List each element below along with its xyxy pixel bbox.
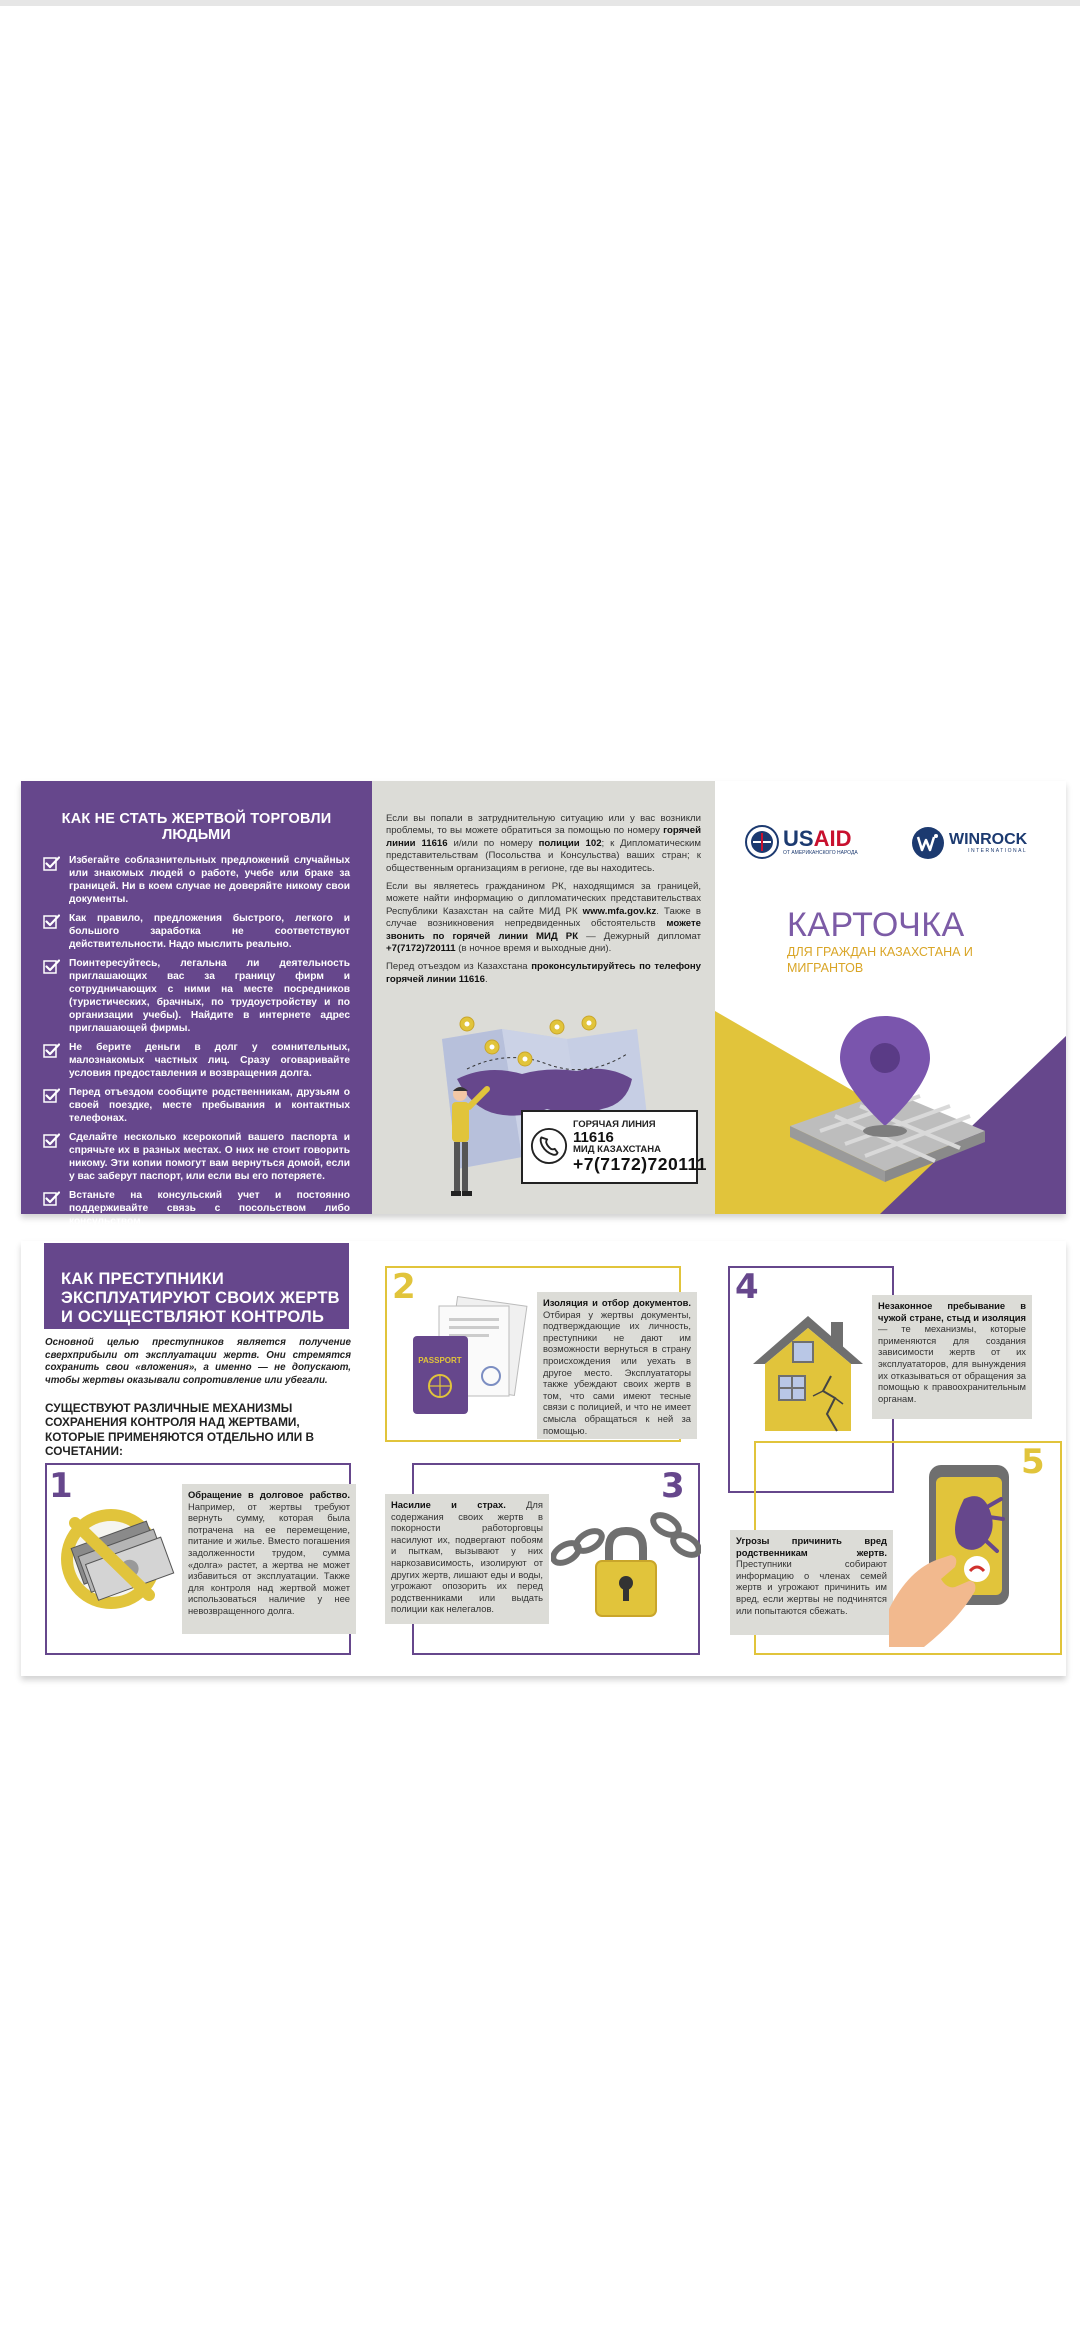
hotline-box <box>521 1110 708 1184</box>
tip-item <box>43 912 350 951</box>
brochure-inner-side <box>21 1241 1066 1676</box>
usaid-logo <box>745 825 858 859</box>
tip-text: Сделайте несколько ксерокопий вашего паспорта и спрячьте их в разных местах. О них не стоит говорить никому. Эти копии помогут вам вернуться домой, если у вас заберут паспорт, или если вы его потеряете. <box>69 1132 350 1182</box>
mechanism-5-text <box>730 1530 893 1635</box>
hotline-label: ГОРЯЧАЯ ЛИНИЯ <box>573 1119 656 1130</box>
mechanism-3-title: Насилие и страх. <box>391 1499 506 1510</box>
text-run: — Дежурный дипломат <box>578 930 701 942</box>
text-run: Если вы являетесь гражданином РК, находящимся за границей, можете найти информацию о дипломатических представительствах Республики Казахстан на сайте МИД РК <box>386 881 701 917</box>
tips-list <box>43 854 350 1228</box>
text-run: . Также в случае возникновения непредвиденных обстоятельств <box>386 905 701 930</box>
exploitation-heading: КАК ПРЕСТУПНИКИ ЭКСПЛУАТИРУЮТ СВОИХ ЖЕРТВ И ОСУЩЕСТВЛЯЮТ КОНТРОЛЬ <box>44 1243 349 1329</box>
consult-paragraph <box>386 961 701 986</box>
text-run: (в ночное время и выходные дни). <box>455 943 612 955</box>
checkbox-check-icon <box>43 959 60 974</box>
mechanism-4-body: — те механизмы, которые применяются для создания зависимости жертв от их эксплуататоров, для вынуждения их отказываться от обращения за помощью к правоохранительным органам. <box>878 1323 1026 1404</box>
cover-panel <box>715 781 1066 1214</box>
text-run: Перед отъездом из Казахстана <box>386 961 532 973</box>
tips-panel <box>21 781 372 1227</box>
mechanism-5-title: Угрозы причинить вред родственникам жертв. <box>736 1535 887 1558</box>
help-paragraph <box>386 813 701 875</box>
text-run: ; к Дипломатическим представительствам (Посольства и Консульства) ваших стран; к общественным организациям в регионе, где вы находитесь. <box>386 837 701 874</box>
tip-item <box>43 854 350 906</box>
money-no-icon <box>49 1503 179 1615</box>
mechanism-1-number: 1 <box>49 1466 73 1506</box>
hotline-number: 11616 <box>573 1129 614 1146</box>
usaid-seal-icon <box>745 825 779 859</box>
passport-label: PASSPORT <box>418 1356 462 1365</box>
mechanism-1-title: Обращение в долговое рабство. <box>188 1489 350 1500</box>
mechanism-3-text <box>385 1494 549 1624</box>
usaid-wordmark <box>783 828 858 850</box>
mechanism-2-title: Изоляция и отбор документов. <box>543 1297 691 1308</box>
cover-title: КАРТОЧКА <box>787 906 965 944</box>
mechanism-5-number: 5 <box>1021 1442 1045 1482</box>
mechanism-4-number: 4 <box>735 1267 759 1307</box>
police-mention: полиции 102 <box>538 837 602 849</box>
mechanism-1-text <box>182 1484 356 1634</box>
mfa-label: МИД КАЗАХСТАНА <box>573 1144 662 1155</box>
checkbox-check-icon <box>43 914 60 929</box>
checkbox-check-icon <box>43 1191 60 1206</box>
threat-phone-icon <box>889 1459 1029 1649</box>
tip-text: Поинтересуйтесь, легальна ли деятельность приглашающих вас за границу фирм и сотрудничающих с ними на месте посредников (туристических, брачных, по трудоустройству и по организации учебы). Найдите в интернете адрес приглашающей фирмы. <box>69 958 350 1034</box>
contacts-panel <box>372 781 715 1214</box>
mechanism-5-body: Преступники собирают информацию о членах семей жертв и угрожают причинить им вред, если жертвы не подчинятся или попытаются сбежать. <box>736 1558 887 1616</box>
checkbox-check-icon <box>43 1133 60 1148</box>
hotline-mention: горячей линии 11616 <box>386 825 701 849</box>
status-strip <box>0 0 1080 6</box>
winrock-tagline: INTERNATIONAL <box>968 848 1028 854</box>
text-run: . <box>484 973 488 985</box>
mechanism-3-number: 3 <box>661 1466 685 1506</box>
mechanism-4-title: Незаконное пребывание в чужой стране, стыд и изоляция <box>878 1300 1026 1323</box>
mechanism-3-body: Для содержания своих жертв в покорности работорговцы насилуют их, подвергают побоям и пыткам, вызывают у них наркозависимость, изолируют от других жертв, лишают еды и воды, угрожают опозорить их перед родственниками или выдать полиции как нелегалов. <box>391 1499 543 1615</box>
checkbox-check-icon <box>43 1088 60 1103</box>
tip-text: Не берите деньги в долг у сомнительных, малознакомых частных лиц. Сразу оговаривайте условия предоставления и возвращения долга. <box>69 1042 350 1079</box>
text-run: Если вы попали в затруднительную ситуацию или у вас возникли проблемы, то вы можете обратиться за помощью по номеру <box>386 813 701 837</box>
winrock-emblem-icon <box>911 826 945 860</box>
intro-text: Основной целью преступников является получение сверхприбыли от эксплуатации жертв. Они стремятся сохранить свои «вложения», а именно — не допускают, чтобы жертвы оказывали сопротивление или убегали. <box>45 1337 351 1386</box>
winrock-logo <box>911 826 1027 860</box>
tip-item <box>43 1041 350 1080</box>
usaid-name: USAID <box>783 826 852 851</box>
brochure-outer-side <box>21 781 1066 1227</box>
mechanisms-heading: СУЩЕСТВУЮТ РАЗЛИЧНЫЕ МЕХАНИЗМЫ СОХРАНЕНИЯ КОНТРОЛЯ НАД ЖЕРТВАМИ, КОТОРЫЕ ПРИМЕНЯЮТСЯ ОТДЕЛЬНО ИЛИ В СОЧЕТАНИИ: <box>45 1401 315 1459</box>
mfa-number: +7(7172)720111 <box>573 1154 708 1174</box>
tip-text: Как правило, предложения быстрого, легкого и большого заработка не соответствуют действительности. Надо мыслить реально. <box>69 913 350 950</box>
location-pin-illustration <box>715 976 1066 1214</box>
duty-diplomat-number: +7(7172)720111 <box>386 943 456 955</box>
mechanism-2-text <box>537 1292 697 1439</box>
mechanism-4-text <box>872 1295 1032 1419</box>
mechanism-2-number: 2 <box>392 1267 416 1307</box>
mfa-hotline-mention: можете звонить по горячей линии МИД РК <box>386 918 701 942</box>
mfa-paragraph <box>386 881 701 955</box>
tips-title: КАК НЕ СТАТЬ ЖЕРТВОЙ ТОРГОВЛИ ЛЮДЬМИ <box>61 811 332 843</box>
usaid-tagline: ОТ АМЕРИКАНСКОГО НАРОДА <box>783 850 858 856</box>
tip-item <box>43 957 350 1035</box>
checkbox-check-icon <box>43 1043 60 1058</box>
tip-item <box>43 1086 350 1125</box>
tip-item <box>43 1189 350 1228</box>
mfa-website: www.mfa.gov.kz <box>582 905 657 917</box>
winrock-wordmark: WINROCK <box>949 831 1028 848</box>
passport-documents-icon <box>409 1296 539 1421</box>
tip-text: Встаньте на консульский учет и постоянно поддерживайте связь с посольством либо консульством. <box>69 1190 350 1227</box>
chain-padlock-icon <box>551 1503 701 1628</box>
phone-icon <box>530 1127 568 1165</box>
mechanism-2-body: Отбирая у жертвы документы, подтверждающие их личность, преступники не дают им возможности вернуться в страну происхождения или уехать в другое место. Эксплуататоры также убеждают своих жертв в том, что сами имеют тесные связи с полицией, и что не имеет смысла обращаться к ней за помощью. <box>543 1308 691 1436</box>
tip-item <box>43 1131 350 1183</box>
tip-text: Избегайте соблазнительных предложений случайных или знакомых людей о работе, учебе или браке за границей. Ни в коем случае не доверяйте никому свои документы. <box>69 855 350 905</box>
consult-hotline: проконсультируйтесь по телефону горячей линии 11616 <box>386 961 701 985</box>
broken-house-icon <box>743 1306 873 1436</box>
cover-subtitle: ДЛЯ ГРАЖДАН КАЗАХСТАНА И МИГРАНТОВ <box>787 945 973 975</box>
checkbox-check-icon <box>43 856 60 871</box>
tip-text: Перед отъездом сообщите родственникам, друзьям о своей поездке, месте пребывания и контактных телефонах. <box>69 1087 350 1124</box>
text-run: и/или по номеру <box>447 837 539 849</box>
mechanism-1-body: Например, от жертвы требуют вернуть сумму, которая была потрачена на ее перемещение, питание и жилье. Вместо погашения задолженности трудом, сумма «долга» растет, а жертва не может избавиться от эксплуатации. Также для контроля над жертвой может использоваться наличие у нее невозвращенного долга. <box>188 1500 350 1616</box>
